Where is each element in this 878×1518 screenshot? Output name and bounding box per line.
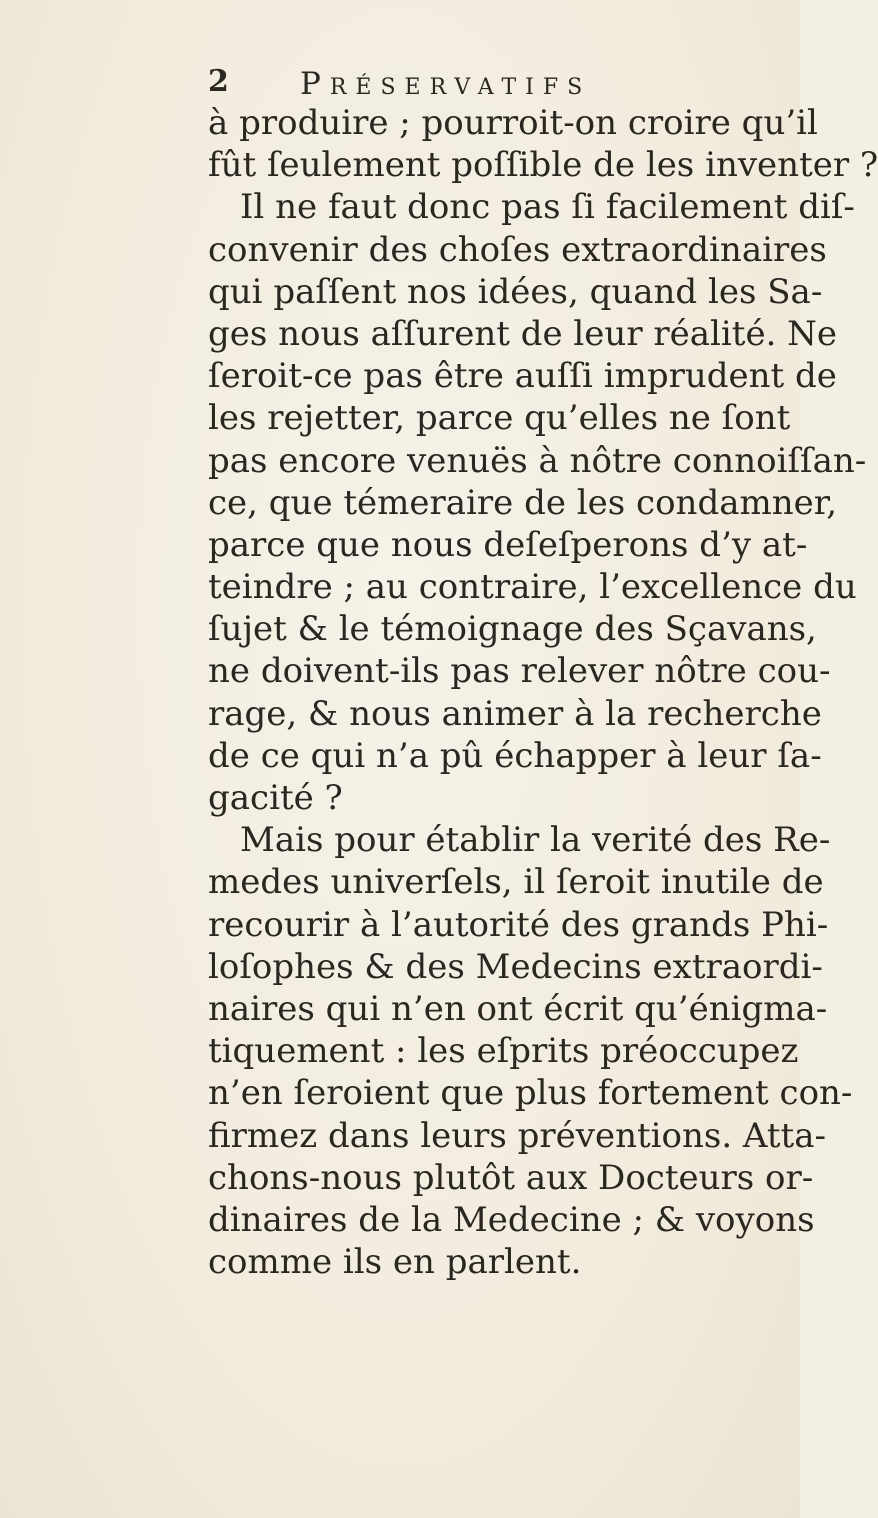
text-line: gacité ?	[208, 778, 343, 818]
text-line: n’en ſeroient que plus fortement con-	[208, 1073, 853, 1114]
text-line: ſeroit-ce pas être auſſi imprudent de	[208, 356, 837, 397]
text-line: tiquement : les eſprits préoccupez	[208, 1031, 799, 1072]
text-line: rage, & nous animer à la recherche	[208, 693, 822, 734]
text-line: ges nous aſſurent de leur réalité. Ne	[208, 313, 838, 354]
text-line: convenir des choſes extraordinaires	[208, 229, 827, 270]
text-line: à produire ; pourroit-on croire qu’il	[208, 103, 818, 143]
text-line: ſujet & le témoignage des Sçavans,	[208, 609, 817, 650]
text-line: dinaires de la Medecine ; & voyons	[208, 1199, 815, 1240]
text-line: Mais pour établir la verité des Re-	[240, 820, 831, 861]
text-line: ne doivent-ils pas relever nôtre cou-	[208, 651, 831, 692]
text-line: pas encore venuës à nôtre connoiſſan-	[208, 440, 867, 481]
page-header	[208, 62, 668, 102]
text-line: de ce qui n’a pû échapper à leur ſa-	[208, 735, 822, 776]
text-line: recourir à l’autorité des grands Phi-	[208, 904, 829, 945]
text-line: parce que nous deſeſperons d’y at-	[208, 524, 808, 565]
text-line: comme ils en parlent.	[208, 1242, 582, 1283]
text-line: qui paſſent nos idées, quand les Sa-	[208, 271, 823, 312]
running-title: Préservatifs	[300, 66, 592, 102]
text-line: firmez dans leurs préventions. Atta-	[208, 1115, 826, 1156]
text-line: chons-nous plutôt aux Docteurs or-	[208, 1157, 814, 1198]
body-text	[208, 102, 878, 1283]
page-number: 2	[208, 64, 229, 99]
text-line: fût ſeulement poſſible de les inventer ?	[208, 145, 878, 186]
text-line: teindre ; au contraire, l’excellence du	[208, 567, 857, 608]
text-line: les rejetter, parce qu’elles ne ſont	[208, 398, 791, 439]
text-line: ce, que témeraire de les condamner,	[208, 482, 838, 523]
text-line: medes univerſels, il ſeroit inutile de	[208, 862, 824, 903]
text-line: loſophes & des Medecins extraordi-	[208, 946, 823, 987]
text-line: naires qui n’en ont écrit qu’énigma-	[208, 988, 828, 1029]
text-line: Il ne faut donc pas ſi facilement diſ-	[240, 187, 855, 228]
